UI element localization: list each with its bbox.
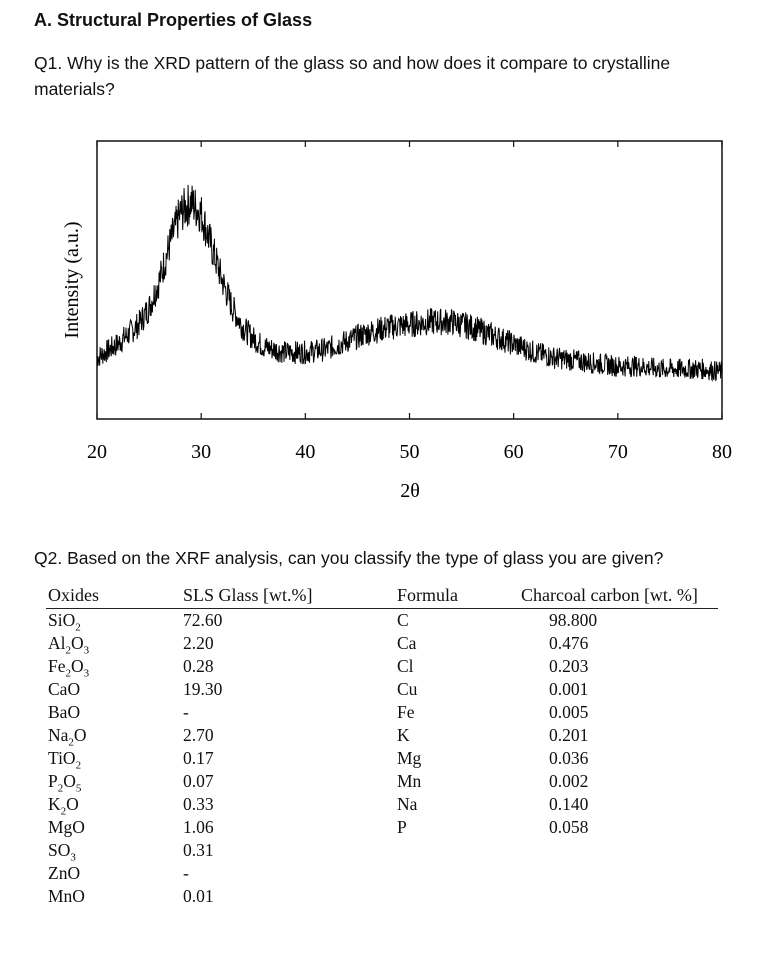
oxide-cell: $Al_2O_3$ <box>48 633 90 657</box>
formula-cell: P <box>397 817 407 837</box>
charcoal-value-cell: 98.800 <box>549 610 598 630</box>
header-sls-glass: SLS Glass [wt.%] <box>183 585 313 605</box>
sls-value-cell: 0.07 <box>183 771 214 791</box>
charcoal-value-cell: 0.201 <box>549 725 589 745</box>
column-oxides <box>48 609 89 908</box>
column-sls-glass <box>183 609 222 908</box>
x-tick-label: 30 <box>191 441 212 463</box>
formula-cell: Na <box>397 794 418 814</box>
oxide-cell: $SO_3$ <box>48 840 76 864</box>
formula-cell: Mn <box>397 771 422 791</box>
oxide-cell: TiO$_2$ <box>48 748 82 772</box>
plot-frame <box>97 141 722 419</box>
sls-value-cell: 0.01 <box>183 886 214 906</box>
oxide-cell: CaO <box>48 679 81 699</box>
charcoal-value-cell: 0.001 <box>549 679 589 699</box>
oxide-cell: $Fe_2O_3$ <box>48 656 90 680</box>
x-tick-label: 70 <box>607 441 628 463</box>
x-tick-label: 40 <box>295 441 316 463</box>
oxide-cell: SiO$_2$ <box>48 610 81 634</box>
formula-cell: K <box>397 725 410 745</box>
section-heading: A. Structural Properties of Glass <box>34 10 313 30</box>
x-tick-label: 60 <box>503 441 524 463</box>
sls-value-cell: 0.28 <box>183 656 214 676</box>
sls-value-cell: 0.31 <box>183 840 214 860</box>
oxide-cell: $Na_2O$ <box>48 725 87 749</box>
column-charcoal-carbon <box>549 609 597 839</box>
sls-value-cell: 0.33 <box>183 794 214 814</box>
charcoal-value-cell: 0.476 <box>549 633 589 653</box>
x-tick-label: 50 <box>399 441 420 463</box>
x-axis-ticks <box>97 141 722 419</box>
x-tick-label: 20 <box>87 441 107 463</box>
oxide-cell: $P_2O_5$ <box>48 771 82 795</box>
sls-value-cell: - <box>183 702 189 722</box>
sls-value-cell: 19.30 <box>183 679 223 699</box>
header-oxides: Oxides <box>48 585 99 605</box>
oxide-cell: MnO <box>48 886 85 906</box>
oxide-cell: ZnO <box>48 863 81 883</box>
table-header-rule <box>46 608 718 609</box>
formula-cell: C <box>397 610 409 630</box>
xrd-series-line <box>97 185 722 380</box>
column-formula <box>397 609 421 839</box>
oxide-cell: BaO <box>48 702 81 722</box>
y-axis-label: Intensity (a.u.) <box>61 221 83 339</box>
question-1: Q1. Why is the XRD pattern of the glass so and how does it compare to crystalline materials? <box>34 53 671 99</box>
xrd-chart <box>0 120 781 510</box>
x-axis-label: 2θ <box>400 480 420 502</box>
sls-value-cell: 0.17 <box>183 748 214 768</box>
formula-cell: Ca <box>397 633 417 653</box>
sls-value-cell: 1.06 <box>183 817 214 837</box>
charcoal-value-cell: 0.036 <box>549 748 589 768</box>
formula-cell: Mg <box>397 748 422 768</box>
charcoal-value-cell: 0.140 <box>549 794 589 814</box>
header-formula: Formula <box>397 585 458 605</box>
header-charcoal-carbon: Charcoal carbon [wt. %] <box>521 585 698 605</box>
sls-value-cell: 2.70 <box>183 725 214 745</box>
formula-cell: Cu <box>397 679 418 699</box>
question-2: Q2. Based on the XRF analysis, can you classify the type of glass you are given? <box>34 548 664 568</box>
charcoal-value-cell: 0.002 <box>549 771 589 791</box>
oxide-cell: $K_2O$ <box>48 794 79 818</box>
sls-value-cell: 2.20 <box>183 633 214 653</box>
sls-value-cell: - <box>183 863 189 883</box>
charcoal-value-cell: 0.005 <box>549 702 589 722</box>
x-axis-tick-labels <box>87 441 732 463</box>
formula-cell: Fe <box>397 702 415 722</box>
sls-value-cell: 72.60 <box>183 610 223 630</box>
charcoal-value-cell: 0.058 <box>549 817 589 837</box>
formula-cell: Cl <box>397 656 414 676</box>
oxide-cell: MgO <box>48 817 85 837</box>
x-tick-label: 80 <box>712 441 732 463</box>
charcoal-value-cell: 0.203 <box>549 656 589 676</box>
